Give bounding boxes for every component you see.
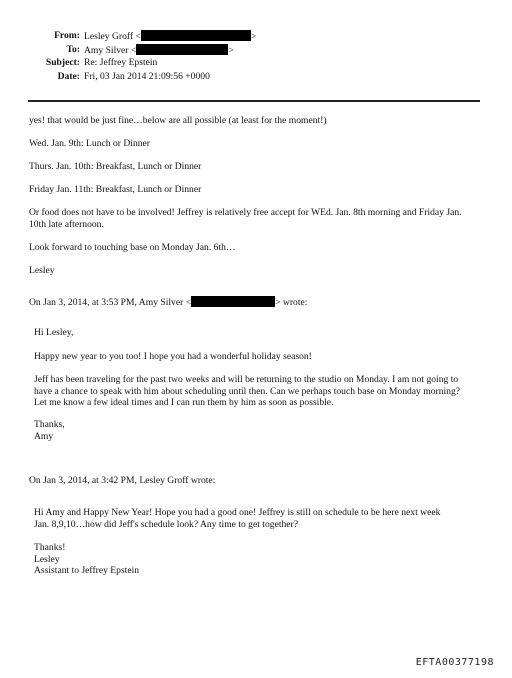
quote1-line: Happy new year to you too! I hope you had a wonderful holiday season! [34, 351, 312, 362]
to-close: > [228, 44, 234, 56]
quote1-intro-suffix: > wrote: [275, 297, 308, 308]
quote1-paragraph-line: Let me know a few ideal times and I can run them by him as soon as possible. [34, 397, 334, 408]
subject-label: Subject: [45, 57, 80, 68]
to-label: To: [66, 43, 80, 55]
email-header [0, 30, 512, 84]
quote2-intro: On Jan 3, 2014, at 3:42 PM, Lesley Groff wrote: [29, 475, 216, 486]
option-fri: Friday Jan. 11th: Breakfast, Lunch or Dinner [29, 184, 202, 195]
from-row [0, 30, 512, 44]
date-value: Fri, 03 Jan 2014 21:09:56 +0000 [84, 70, 210, 82]
from-name: Lesley Groff < [84, 31, 141, 42]
to-row [0, 44, 512, 58]
reply-paragraph-line: Or food does not have to be involved! Jeffrey is relatively free accept for WEd. Jan. 8th morning and Friday Jan. [29, 207, 462, 218]
from-close: > [250, 31, 257, 42]
redaction-box [136, 44, 228, 55]
reply-paragraph-line: 10th late afternoon. [29, 218, 104, 230]
redaction-box [191, 296, 275, 307]
from-value [84, 30, 256, 43]
option-wed: Wed. Jan. 9th: Lunch or Dinner [29, 138, 150, 149]
reply-signoff: Lesley [29, 265, 55, 276]
subject-row [0, 57, 512, 71]
quote1-intro [29, 296, 489, 309]
subject-value: Re: Jeffrey Epstein [84, 57, 158, 68]
date-row [0, 71, 512, 85]
document-id: EFTA00377198 [415, 657, 494, 668]
to-value [84, 44, 234, 57]
quote2-signature [34, 542, 482, 577]
quote1-paragraph-line: have a chance to speak with him about scheduling until then. Can we perhaps touch base on Monday morning? [34, 385, 461, 397]
quote2-paragraph [34, 507, 482, 530]
quote1-greeting: Hi Lesley, [34, 327, 74, 338]
quote2-name: Lesley [34, 553, 60, 565]
quote1-signature [34, 419, 482, 442]
redaction-box [141, 30, 251, 41]
quote1-thanks: Thanks, [34, 419, 65, 430]
look-forward-line: Look forward to touching base on Monday Jan. 6th… [29, 242, 236, 253]
quote1-paragraph-line: Jeff has been traveling for the past two weeks and will be returning to the studio on Monday. I am not going to [34, 374, 459, 385]
quote2-title: Assistant to Jeffrey Epstein [34, 565, 140, 576]
quote2-paragraph-line: Jan. 8,9,10…how did Jeff's schedule look? Any time to get together? [34, 518, 298, 530]
quote2-thanks: Thanks! [34, 542, 66, 553]
header-divider [28, 100, 480, 102]
quote2-paragraph-line: Hi Amy and Happy New Year! Hope you had a good one! Jeffrey is still on schedule to be here next week [34, 507, 441, 518]
quote1-paragraph [34, 374, 482, 409]
quote1-intro-prefix: On Jan 3, 2014, at 3:53 PM, Amy Silver < [29, 297, 192, 308]
quote1-name: Amy [34, 430, 54, 442]
option-thurs: Thurs. Jan. 10th: Breakfast, Lunch or Dinner [29, 161, 202, 172]
from-label: From: [54, 30, 80, 41]
reply-paragraph [29, 207, 489, 230]
reply-line: yes! that would be just fine…below are all possible (at least for the moment!) [29, 115, 327, 126]
date-label: Date: [57, 70, 80, 82]
to-name: Amy Silver < [84, 44, 137, 56]
